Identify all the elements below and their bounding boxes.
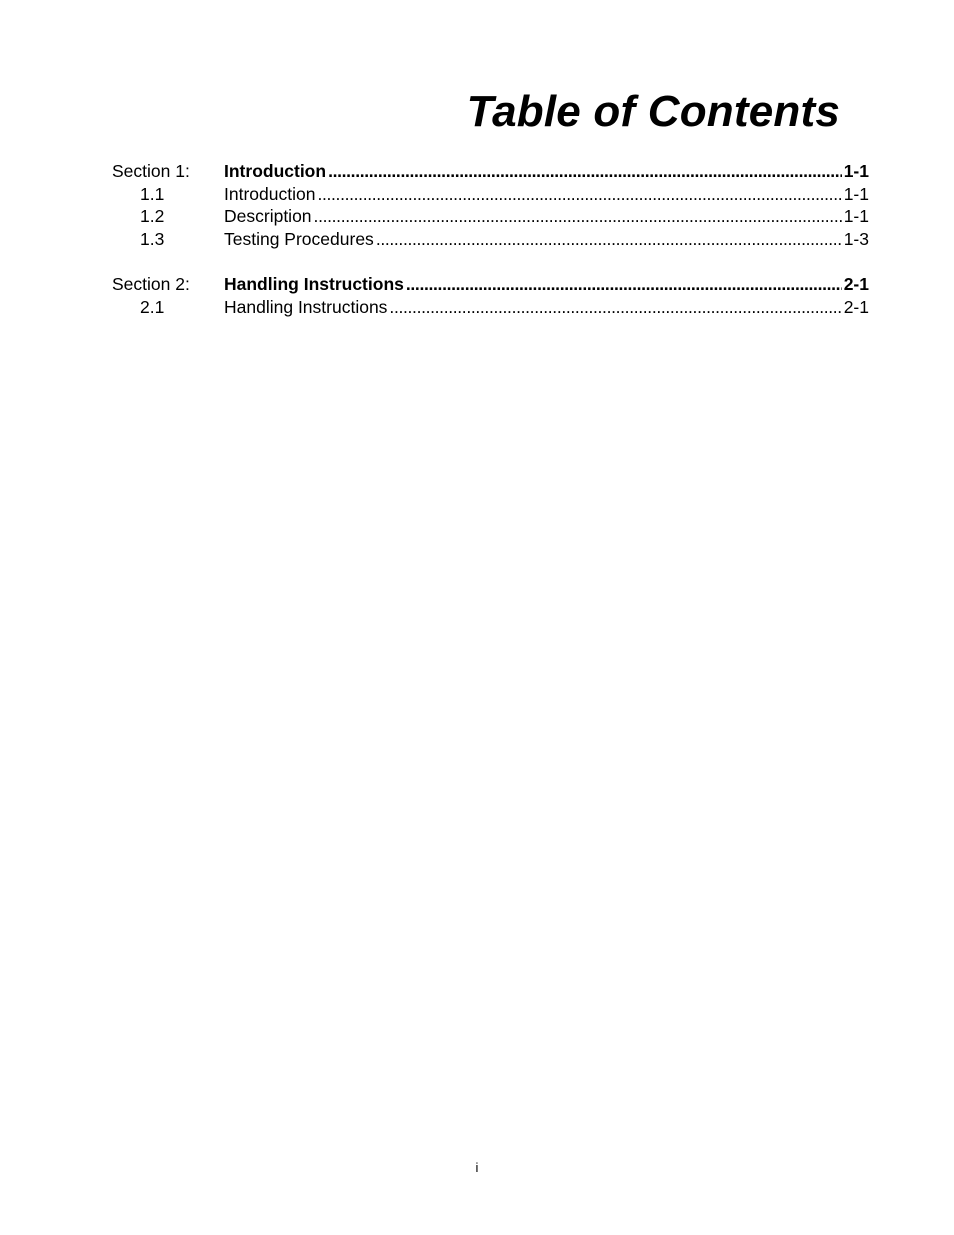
toc-item-title: Description: [224, 206, 312, 226]
toc-section-number: Section 1:: [112, 161, 190, 181]
toc-dot-leader: [314, 205, 842, 228]
toc-dot-leader: [328, 160, 842, 183]
toc-entry-section-2[interactable]: [112, 273, 869, 296]
toc-item-title: Introduction: [224, 183, 316, 204]
toc-dot-leader: [317, 183, 841, 206]
toc-dot-leader: [406, 273, 842, 296]
table-of-contents: [112, 160, 869, 341]
toc-entry-1-1[interactable]: [112, 183, 869, 206]
toc-page-number: 2-1: [843, 296, 869, 317]
toc-section-1: [112, 160, 869, 250]
page-title: Table of Contents: [466, 87, 840, 137]
toc-page-number: 1-1: [843, 161, 869, 181]
toc-dot-leader: [376, 228, 842, 251]
toc-page-number: 1-1: [843, 183, 869, 204]
toc-section-title: Handling Instructions: [224, 274, 404, 294]
toc-item-title: Testing Procedures: [224, 228, 374, 249]
toc-entry-section-1[interactable]: [112, 160, 869, 183]
toc-section-number: Section 2:: [112, 274, 190, 294]
toc-item-title: Handling Instructions: [224, 296, 388, 317]
toc-page-number: 1-1: [843, 206, 869, 226]
toc-page-number: 1-3: [843, 228, 869, 249]
toc-item-number: 1.2: [140, 206, 165, 226]
toc-entry-1-3[interactable]: [112, 228, 869, 251]
toc-item-number: 1.1: [140, 183, 165, 204]
toc-item-number: 1.3: [140, 228, 165, 249]
toc-section-2: [112, 273, 869, 318]
toc-item-number: 2.1: [140, 296, 165, 317]
toc-entry-1-2[interactable]: [112, 205, 869, 228]
toc-page-number: 2-1: [843, 274, 869, 294]
toc-section-title: Introduction: [224, 161, 327, 181]
toc-entry-2-1[interactable]: [112, 296, 869, 319]
toc-dot-leader: [389, 296, 841, 319]
footer-page-number: i: [475, 1160, 479, 1175]
